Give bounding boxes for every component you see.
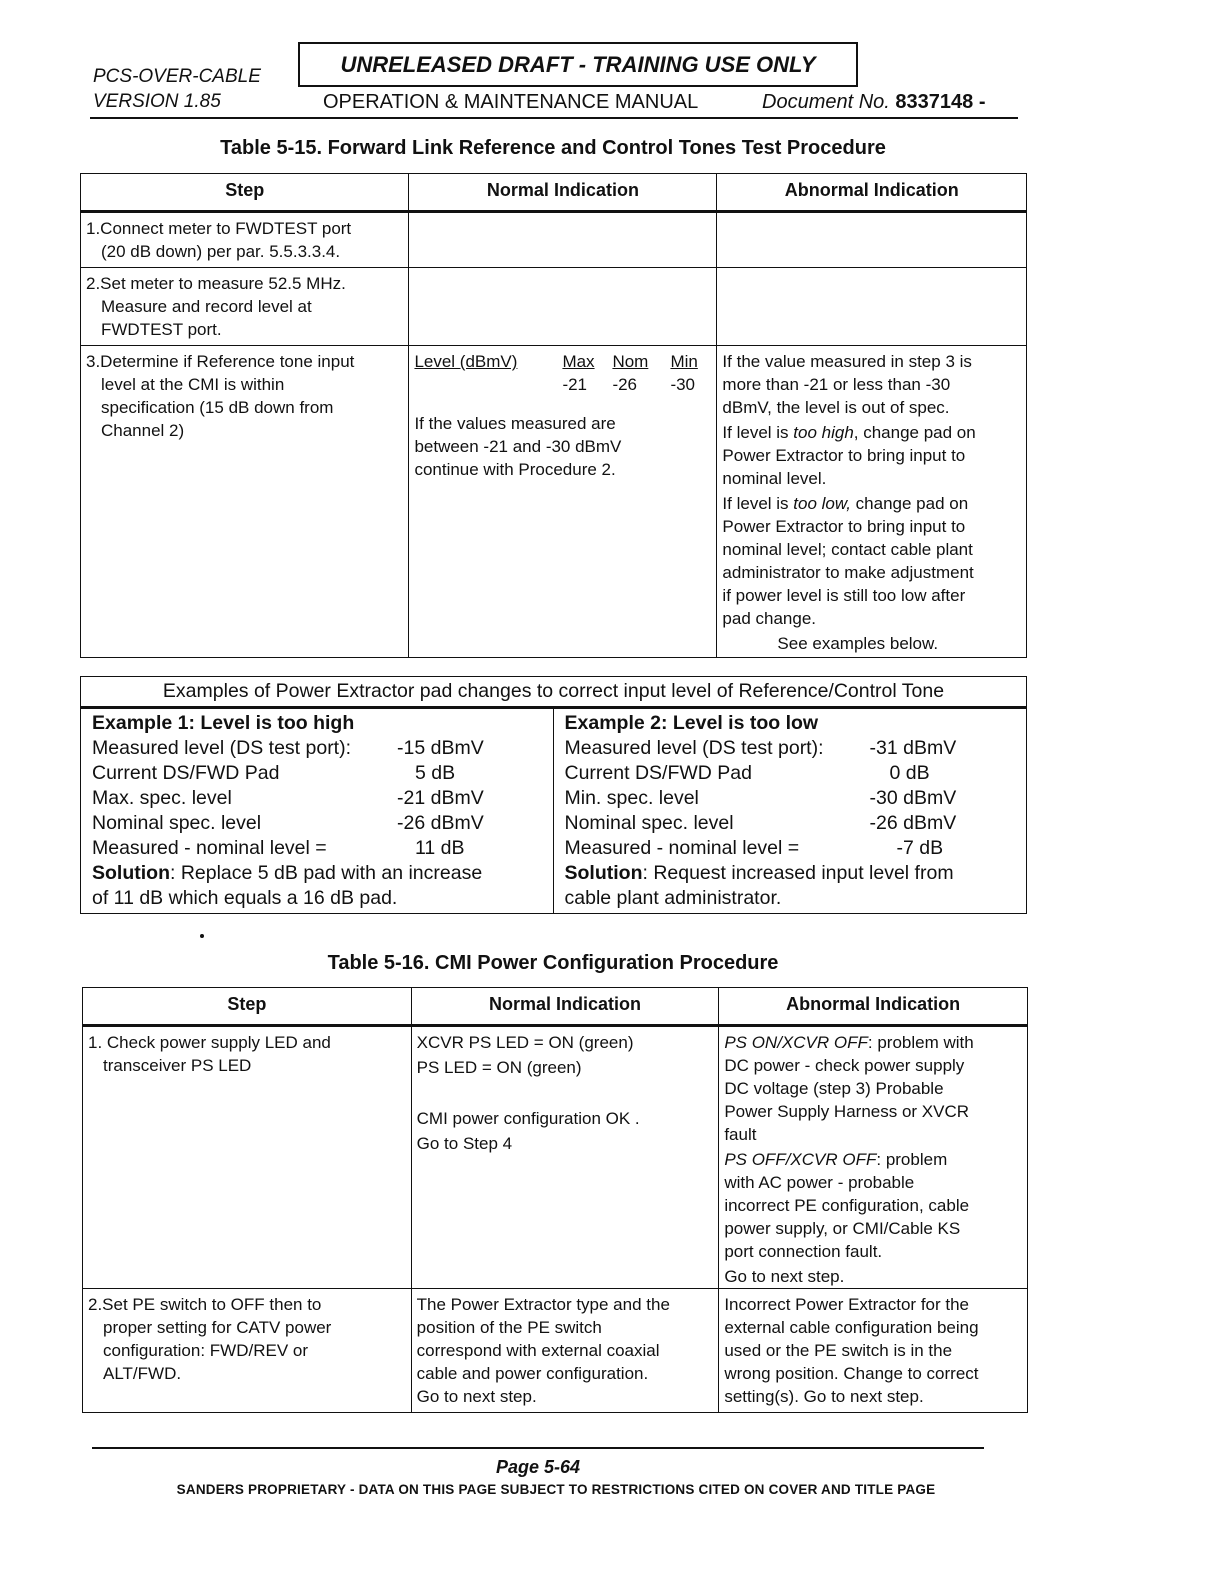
col-abnormal: Abnormal Indication	[719, 988, 1028, 1026]
step-cell: 3.Determine if Reference tone input level at the CMI is within specification (15 dB down from Channel 2)	[81, 346, 409, 658]
level-header: Level (dBmV) Max Nom Min	[414, 352, 698, 371]
table-header-row	[83, 988, 1028, 1026]
step-cell: 1.Connect meter to FWDTEST port (20 dB down) per par. 5.5.3.3.4.	[81, 212, 409, 268]
col-abnormal: Abnormal Indication	[717, 174, 1027, 212]
table-row	[83, 1289, 1028, 1413]
doc-label: Document No.	[762, 91, 890, 113]
level-values: -21 -26 -30	[562, 375, 696, 394]
step-cell: 2.Set PE switch to OFF then to proper setting for CATV power configuration: FWD/REV or ALT/FWD.	[83, 1289, 412, 1413]
header-rule	[90, 117, 1018, 119]
table2-caption: Table 5-16. CMI Power Configuration Procedure	[327, 952, 779, 974]
table-row	[83, 1026, 1028, 1289]
table-row	[81, 212, 1027, 268]
step-cell: 2.Set meter to measure 52.5 MHz. Measure and record level at FWDTEST port.	[81, 268, 409, 346]
abnormal-cell: If the value measured in step 3 is more than -21 or less than -30 dBmV, the level is out of spec. If level is too high, change pad on Power Extractor to bring input to nominal level. If level is too low, change pad on Power Extractor to bring input to nominal level; contact cable plant administrator to make adjustment if power level is still too low after pad change. See examples below.	[717, 346, 1027, 658]
draft-notice: UNRELEASED DRAFT - TRAINING USE ONLY	[298, 42, 858, 87]
footer-rule	[92, 1447, 984, 1449]
examples-table	[80, 676, 1027, 914]
table-row	[81, 268, 1027, 346]
abnormal-cell: PS ON/XCVR OFF: problem with DC power - check power supply DC voltage (step 3) Probable Power Supply Harness or XVCR fault PS OFF/XCVR OFF: problem with AC power - probable incorrect PE configuration, cable power supply, or CMI/Cable KS port connection fault. Go to next step.	[719, 1026, 1028, 1289]
table1-caption: Table 5-15. Forward Link Reference and Control Tones Test Procedure	[220, 137, 886, 159]
col-step: Step	[83, 988, 412, 1026]
document-number	[762, 91, 985, 114]
step-cell: 1. Check power supply LED and transceiver PS LED	[83, 1026, 412, 1289]
stray-dot	[200, 934, 204, 938]
page-number: Page 5-64	[495, 1457, 581, 1477]
abnormal-cell: Incorrect Power Extractor for the external cable configuration being used or the PE switch is in the wrong position. Change to correct setting(s). Go to next step.	[719, 1289, 1028, 1413]
col-normal: Normal Indication	[411, 988, 719, 1026]
manual-title: OPERATION & MAINTENANCE MANUAL	[323, 91, 699, 113]
product-name: PCS-OVER-CABLE	[93, 66, 261, 87]
normal-cell: XCVR PS LED = ON (green) PS LED = ON (green) CMI power configuration OK . Go to Step 4	[411, 1026, 719, 1289]
col-step: Step	[81, 174, 409, 212]
table2	[82, 987, 1028, 1413]
proprietary-notice: SANDERS PROPRIETARY - DATA ON THIS PAGE SUBJECT TO RESTRICTIONS CITED ON COVER AND TITLE PAGE	[176, 1482, 936, 1497]
normal-cell: Level (dBmV) Max Nom Min -21 -26 -30 If the values measured are between -21 and -30 dBmV continue with Procedure 2.	[409, 346, 717, 658]
normal-cell: The Power Extractor type and the position of the PE switch correspond with external coaxial cable and power configuration. Go to next step.	[411, 1289, 719, 1413]
table-row	[81, 346, 1027, 658]
table-header-row	[81, 174, 1027, 212]
doc-number: 8337148 -	[895, 91, 986, 113]
col-normal: Normal Indication	[409, 174, 717, 212]
table1	[80, 173, 1027, 658]
version-label: VERSION 1.85	[93, 91, 221, 112]
example-2: Example 2: Level is too low Measured level (DS test port): -31 dBmV Current DS/FWD Pad 0 dB Min. spec. level -30 dBmV Nominal spec. level -26 dBmV Measured - nominal level = -7 dB Solution: Request increased input level from cable plant administrator.	[553, 708, 1027, 914]
example-1: Example 1: Level is too high Measured level (DS test port): -15 dBmV Current DS/FWD Pad 5 dB Max. spec. level -21 dBmV Nominal spec. level -26 dBmV Measured - nominal level = 11 dB Solution: Replace 5 dB pad with an increase of 11 dB which equals a 16 dB pad.	[81, 708, 554, 914]
examples-title: Examples of Power Extractor pad changes to correct input level of Reference/Control Tone	[81, 677, 1027, 708]
